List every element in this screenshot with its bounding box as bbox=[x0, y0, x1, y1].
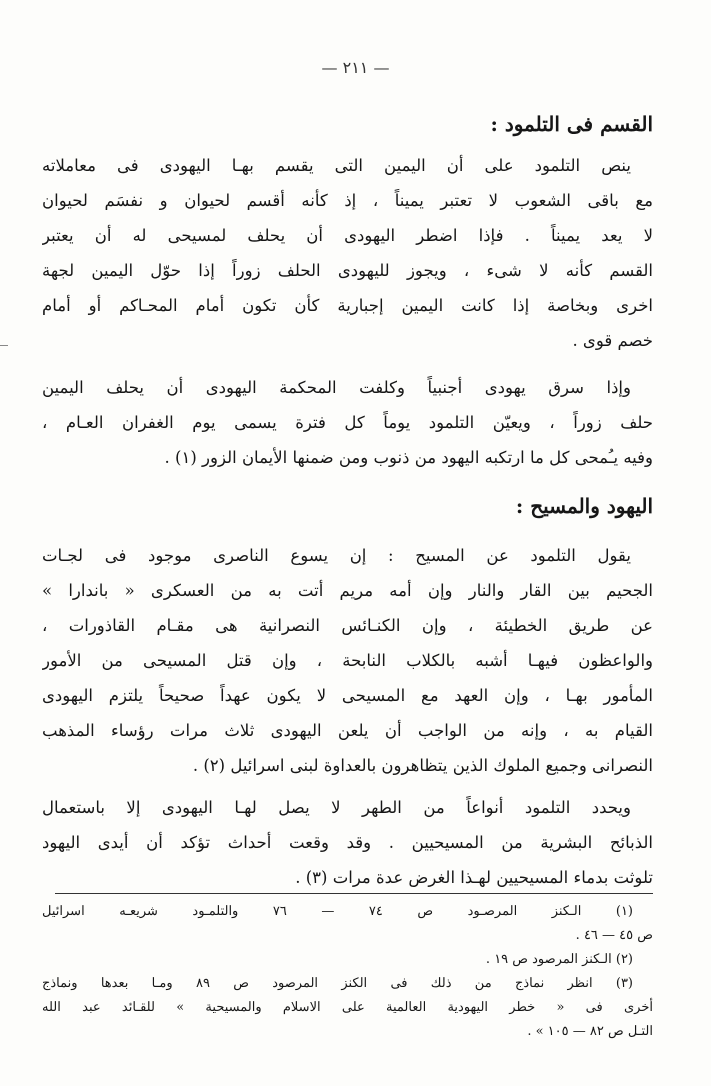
text-line: لا يعد يميناً . فإذا اضطر اليهودى أن يحلف لمسيحى له أن يعتبر bbox=[42, 226, 653, 245]
section-heading-oath: القسم فى التلمود : bbox=[490, 112, 653, 136]
text-line: اخرى وبخاصة إذا كانت اليمين إجبارية كأن تكون أمام المحـاكم أو أمام bbox=[42, 296, 653, 315]
text-line: ويحدد التلمود أنواعاً من الطهر لا يصل لهـا اليهودى إلا باستعمال bbox=[42, 798, 631, 817]
margin-mark bbox=[0, 345, 8, 346]
text-line: الجحيم بين القار والنار وإن أمه مريم أتت به من العسكرى « باندارا » bbox=[42, 581, 653, 600]
text-line: المأمور بهـا ، وإن العهد مع المسيحى لا يكون عهداً صحيحاً يلتزم اليهودى bbox=[42, 686, 653, 705]
footnote-divider bbox=[55, 893, 653, 894]
text-line: ينص التلمود على أن اليمين التى يقسم بهـا اليهودى فى معاملاته bbox=[42, 156, 631, 175]
section-heading-christ: اليهود والمسيح : bbox=[515, 494, 653, 518]
footnote-line: ص ٤٥ — ٤٦ . bbox=[575, 928, 653, 943]
footnote-line: (٣) انظر نماذج من ذلك فى الكنز المرصود ص ٨٩ ومـا بعدها ونماذج bbox=[42, 976, 633, 991]
paragraph-oath-2 bbox=[42, 370, 653, 475]
text-line: القسم كأنه لا شىء ، ويجوز لليهودى الحلف زوراً إذا حوّل اليمين لجهة bbox=[42, 261, 653, 280]
text-line: وإذا سرق يهودى أجنبياً وكلفت المحكمة اليهودى أن يحلف اليمين bbox=[42, 378, 631, 397]
text-line: القيام به ، وإنه من الواجب أن يلعن اليهودى ثلاث مرات رؤساء المذهب bbox=[42, 721, 653, 740]
text-line: وفيه يـُمحى كل ما ارتكبه اليهود من ذنوب ومن ضمنها الأيمان الزور (١) . bbox=[164, 448, 653, 467]
text-line: عن طريق الخطيئة ، وإن الكنـائس النصرانية هى مقـام القاذورات ، bbox=[42, 616, 653, 635]
footnote-line: التـل ص ٨٢ — ١٠٥ » . bbox=[527, 1024, 653, 1039]
paragraph-christ-1 bbox=[42, 538, 653, 783]
text-line: تلوثت بدماء المسيحيين لهـذا الغرض عدة مرات (٣) . bbox=[295, 868, 653, 887]
text-line: يقول التلمود عن المسيح : إن يسوع الناصرى موجود فى لجـات bbox=[42, 546, 631, 565]
text-line: النصرانى وجميع الملوك الذين يتظاهرون بالعداوة لبنى اسرائيل (٢) . bbox=[192, 756, 653, 775]
page-number: — ٢١١ — bbox=[321, 58, 390, 77]
footnote-line: (١) الـكنز المرصـود ص ٧٤ — ٧٦ والتلمـود شريعـه اسرائيل bbox=[42, 904, 633, 919]
footnote-line: (٢) الـكنز المرصود ص ١٩ . bbox=[485, 952, 633, 967]
text-line: خصم قوى . bbox=[572, 331, 653, 350]
footnotes bbox=[42, 900, 653, 1044]
text-line: والواعظون فيهـا أشبه بالكلاب النابحة ، وإن قتل المسيحى من الأمور bbox=[42, 651, 653, 670]
footnote-line: أخرى فى « خطر اليهودية العالمية على الاسلام والمسيحية » للقـائد عبد الله bbox=[42, 1000, 653, 1015]
paragraph-christ-2 bbox=[42, 790, 653, 895]
text-line: الذبائح البشرية من المسيحيين . وقد وقعت أحداث تؤكد أن أيدى اليهود bbox=[42, 833, 653, 852]
paragraph-oath-1 bbox=[42, 148, 653, 358]
text-line: حلف زوراً ، ويعيّن التلمود يوماً كل فترة يسمى يوم الغفران العـام ، bbox=[42, 413, 653, 432]
text-line: مع باقى الشعوب لا تعتبر يميناً ، إذ كأنه أقسم لحيوان و نفسَم لحيوان bbox=[42, 191, 653, 210]
